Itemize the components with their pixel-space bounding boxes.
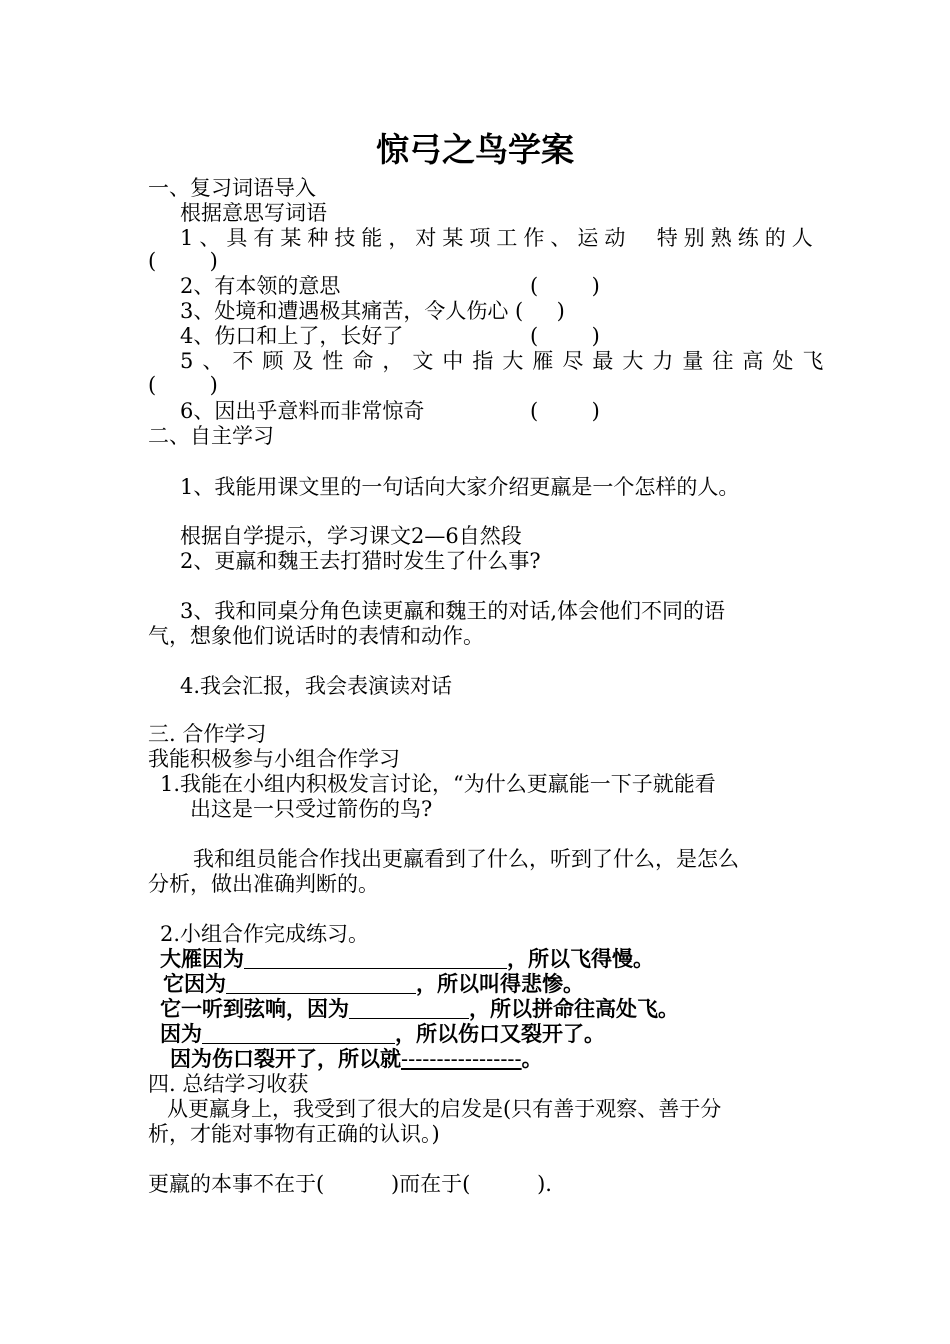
question-6-text: 6、因出乎意料而非常惊奇 xyxy=(180,399,425,423)
self-study-question-1: 1、我能用课文里的一句话向大家介绍更羸是一个怎样的人。 xyxy=(180,475,740,499)
cooperative-paragraph: 我和组员能合作找出更羸看到了什么，听到了什么，是怎么 xyxy=(193,847,739,871)
fill-line-1 xyxy=(160,946,654,972)
fill-blank-2[interactable] xyxy=(226,973,416,994)
question-5-text: 5、不顾及性命，文中指大雁尽最大力量往高处飞 xyxy=(180,349,833,373)
fill-blank-3[interactable] xyxy=(349,998,469,1019)
fill-line-5-start: 因为伤口裂开了，所以就 xyxy=(170,1046,401,1071)
section-2-heading: 二、自主学习 xyxy=(148,424,274,448)
fill-line-2-end: ，所以叫得悲惨。 xyxy=(416,971,584,996)
cooperative-question-2: 2.小组合作完成练习。 xyxy=(160,922,370,946)
fill-line-3 xyxy=(160,996,679,1022)
fill-line-1-start: 大雁因为 xyxy=(160,946,244,971)
self-study-question-3-cont: 气，想象他们说话时的表情和动作。 xyxy=(148,624,484,648)
fill-blank-5[interactable]: ----------------- xyxy=(401,1047,522,1071)
fill-line-2-start: 它因为 xyxy=(163,971,226,996)
question-4-text: 4、伤口和上了，长好了 xyxy=(180,324,404,348)
section-3-heading: 三. 合作学习 xyxy=(148,722,267,746)
page-title: 惊弓之鸟学案 xyxy=(376,130,574,169)
self-study-question-2: 2、更羸和魏王去打猎时发生了什么事? xyxy=(180,549,541,573)
summary-paragraph-cont: 析，才能对事物有正确的认识。) xyxy=(148,1122,440,1146)
fill-line-5-end: 。 xyxy=(521,1046,543,1071)
cooperative-question-1: 1.我能在小组内积极发言讨论，“为什么更羸能一下子就能看 xyxy=(160,772,716,796)
self-study-question-4: 4.我会汇报，我会表演读对话 xyxy=(180,674,453,698)
section-4-heading: 四. 总结学习收获 xyxy=(148,1072,309,1096)
question-4-blank: ( ) xyxy=(530,324,600,348)
fill-blank-4[interactable] xyxy=(202,1023,395,1044)
fill-line-1-end: ，所以飞得慢。 xyxy=(507,946,654,971)
section-3-subheading: 我能积极参与小组合作学习 xyxy=(148,747,400,771)
question-6-blank: ( ) xyxy=(530,399,600,423)
fill-line-4 xyxy=(160,1021,605,1047)
fill-line-5 xyxy=(170,1046,543,1072)
self-study-question-3: 3、我和同桌分角色读更羸和魏王的对话,体会他们不同的语 xyxy=(180,599,726,623)
section-1-heading: 一、复习词语导入 xyxy=(148,176,316,200)
fill-line-2 xyxy=(163,971,584,997)
question-2-text: 2、有本领的意思 xyxy=(180,274,341,298)
fill-line-4-start: 因为 xyxy=(160,1021,202,1046)
question-2-blank: ( ) xyxy=(530,274,600,298)
fill-line-3-end: ，所以拼命往高处飞。 xyxy=(469,996,679,1021)
cooperative-question-1-cont: 出这是一只受过箭伤的鸟? xyxy=(190,797,433,821)
fill-blank-1[interactable] xyxy=(244,948,507,969)
section-1-instruction: 根据意思写词语 xyxy=(180,201,327,225)
question-5-blank: ( ) xyxy=(148,373,218,397)
cooperative-paragraph-cont: 分析，做出准确判断的。 xyxy=(148,872,379,896)
fill-line-4-end: ，所以伤口又裂开了。 xyxy=(395,1021,605,1046)
question-3-text: 3、处境和遭遇极其痛苦，令人伤心 ( ) xyxy=(180,299,565,323)
summary-paragraph: 从更羸身上，我受到了很大的启发是(只有善于观察、善于分 xyxy=(167,1097,722,1121)
question-1-blank: ( ) xyxy=(148,249,218,273)
summary-final-question: 更羸的本事不在于( )而在于( ). xyxy=(148,1172,552,1196)
self-study-hint: 根据自学提示，学习课文2—6自然段 xyxy=(180,524,522,548)
question-1-text: 1、具有某种技能，对某项工作、运动 特别熟练的人 xyxy=(180,226,819,250)
fill-line-3-start: 它一听到弦响，因为 xyxy=(160,996,349,1021)
